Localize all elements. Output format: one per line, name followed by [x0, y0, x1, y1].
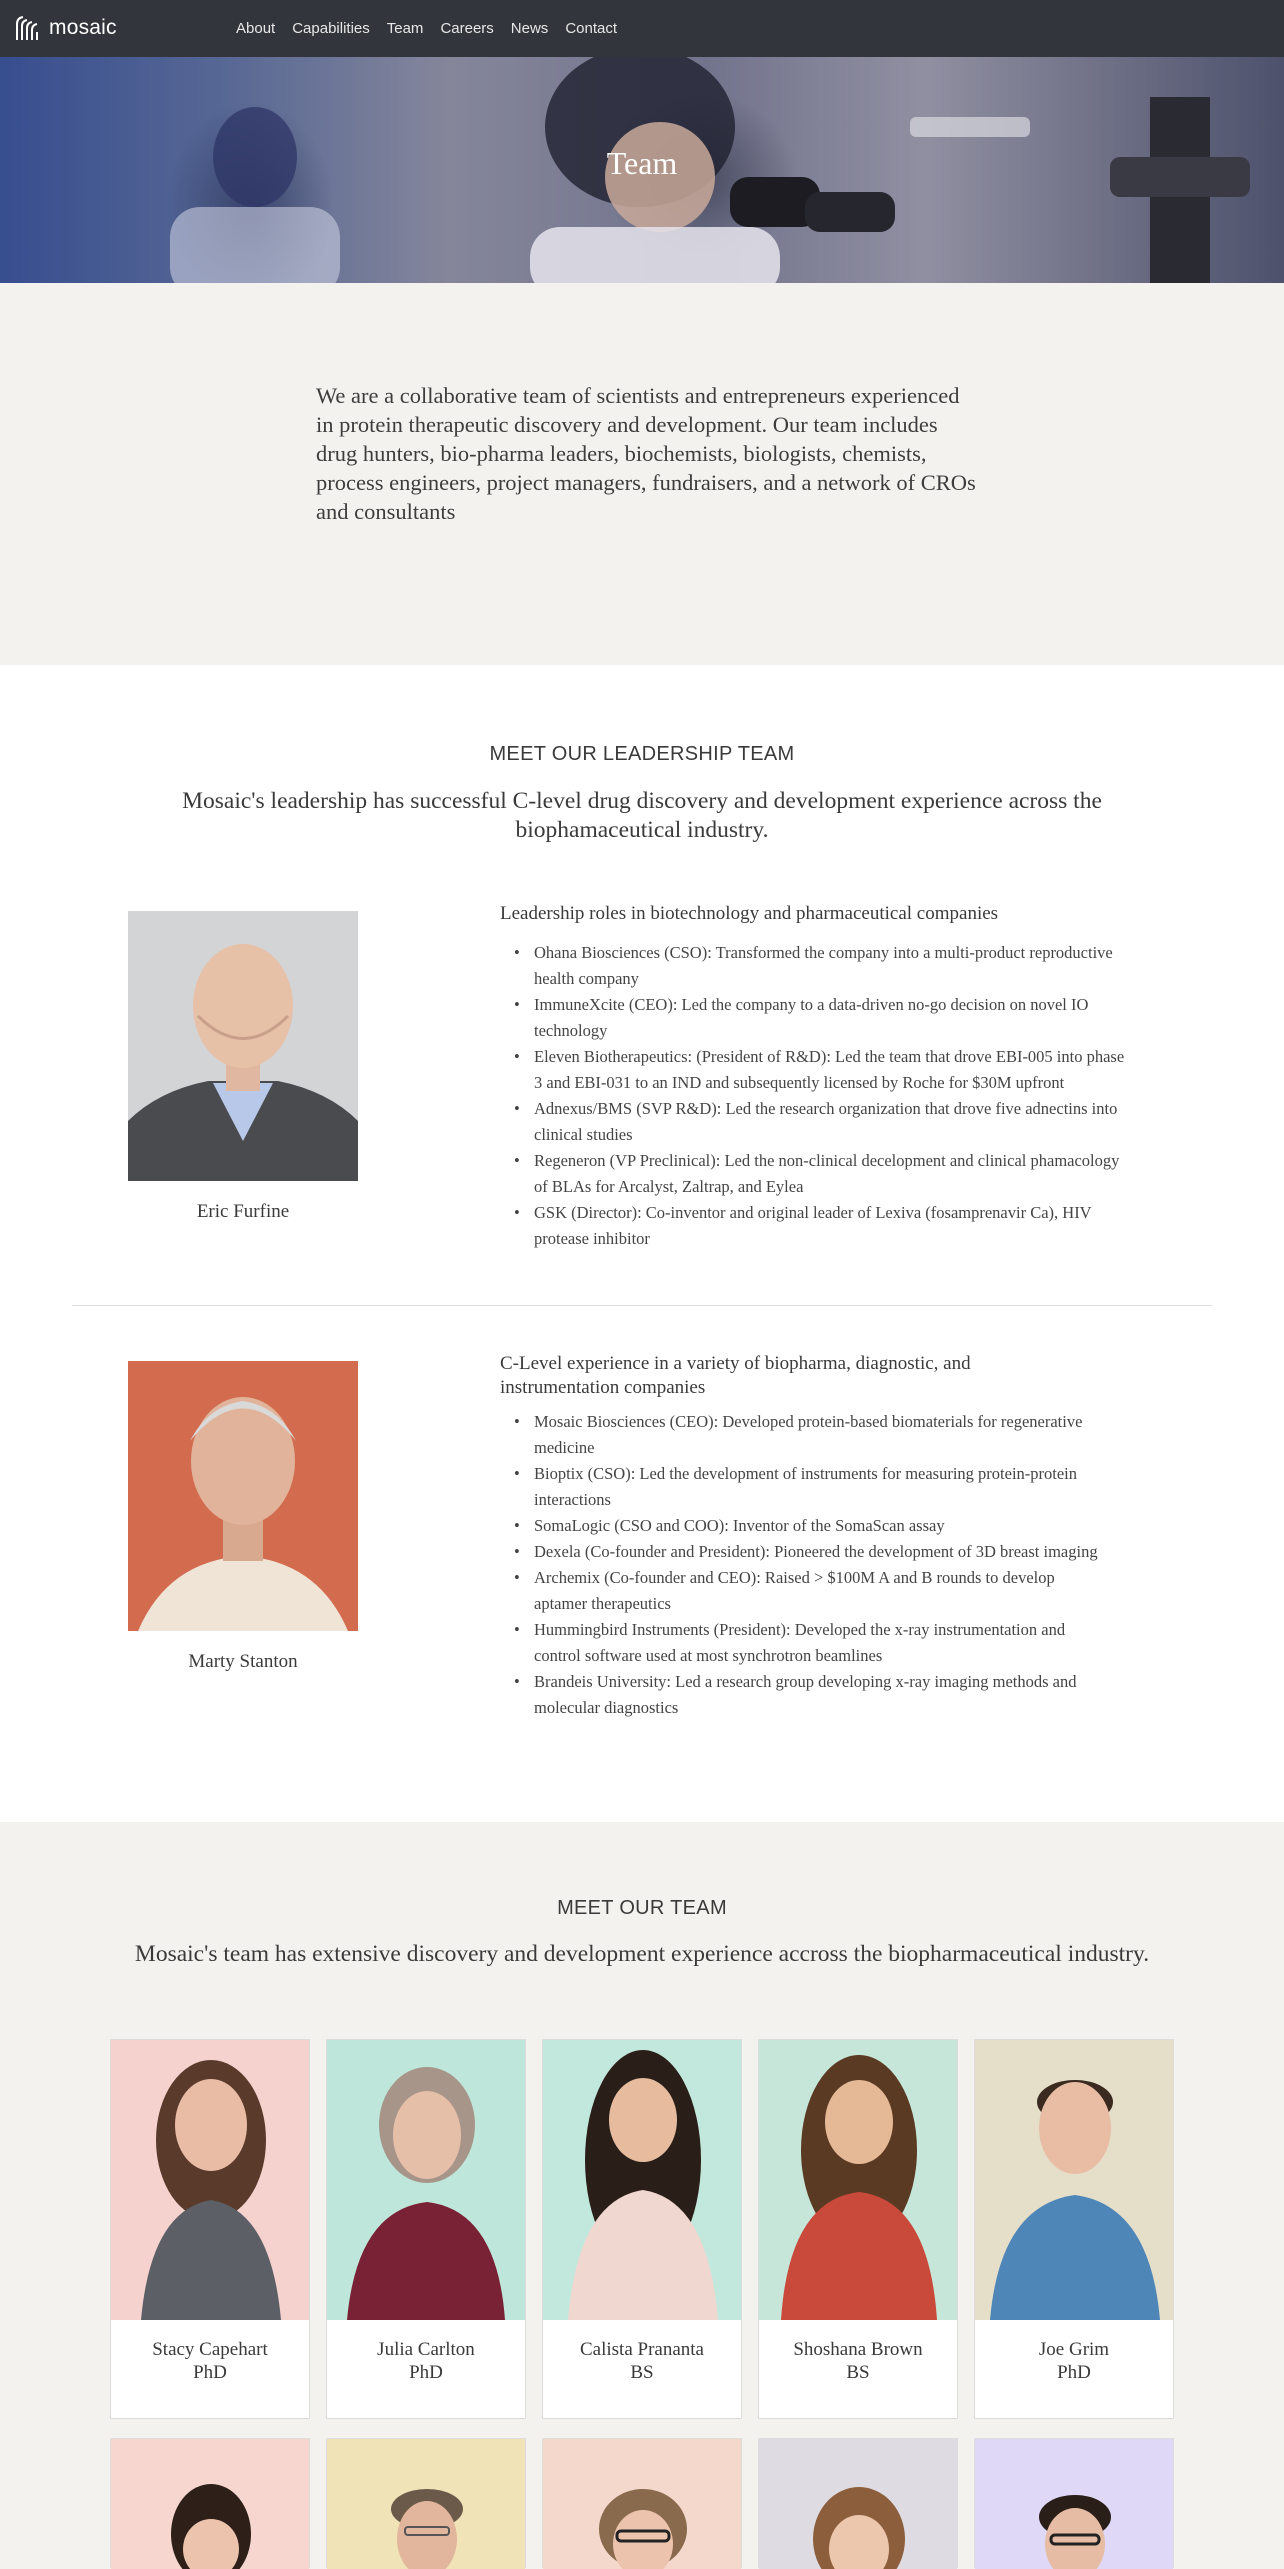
nav-link-capabilities[interactable]: Capabilities [292, 20, 370, 37]
portrait-team-member-icon [111, 2439, 309, 2569]
role-item: • GSK (Director): Co-inventor and original leader of Lexiva (fosamprenavir Ca), HIV protease inhibitor [534, 1200, 1130, 1252]
team-member-card[interactable] [542, 2039, 742, 2419]
member-name: Joe Grim [1038, 2339, 1110, 2360]
leader-heading: Leadership roles in biotechnology and pharmaceutical companies [500, 903, 999, 924]
member-degree: PhD [1057, 2362, 1091, 2383]
portrait-calista-prananta-icon [543, 2040, 741, 2320]
nav-link-team[interactable]: Team [386, 20, 424, 37]
member-name: Calista Prananta [580, 2339, 704, 2360]
mosaic-logo-icon [15, 14, 41, 42]
role-item: • Bioptix (CSO): Led the development of instruments for measuring protein-protein interactions [534, 1461, 1110, 1513]
logo-link[interactable] [15, 14, 117, 42]
member-photo [759, 2040, 957, 2320]
portrait-team-member-icon [327, 2439, 525, 2569]
member-degree: PhD [409, 2362, 443, 2383]
team-section [0, 1822, 1284, 2568]
member-photo [111, 2040, 309, 2320]
leader-heading: C-Level experience in a variety of biopharma, diagnostic, and instrumentation companies [500, 1353, 971, 1398]
portrait-team-member-icon [975, 2439, 1173, 2569]
member-name: Julia Carlton [377, 2339, 475, 2360]
portrait-team-member-icon [543, 2439, 741, 2569]
portrait-team-member-icon [759, 2439, 957, 2569]
member-degree: BS [630, 2362, 654, 2383]
leader-name: Eric Furfine [196, 1201, 290, 1222]
leadership-subtitle: Mosaic's leadership has successful C-level drug discovery and development experience across the biophamaceutical industry. [182, 788, 1102, 843]
member-name: Stacy Capehart [152, 2339, 268, 2360]
member-photo [759, 2439, 957, 2569]
intro-paragraph: We are a collaborative team of scientists and entrepreneurs experienced in protein therapeutic discovery and development. Our team includes drug hunters, bio-pharma leaders, biochemists, biologists, chemists, process engineers, project managers, fundraisers, and a network of CROs and consultants [316, 383, 976, 524]
role-item: • Adnexus/BMS (SVP R&D): Led the research organization that drove five adnectins into clinical studies [534, 1096, 1130, 1148]
team-member-card[interactable] [110, 2438, 310, 2568]
team-member-card[interactable] [974, 2438, 1174, 2568]
role-item: • ImmuneXcite (CEO): Led the company to a data-driven no-go decision on novel IO technology [534, 992, 1130, 1044]
leader-roles-list [534, 940, 1130, 1252]
team-member-card[interactable] [326, 2438, 526, 2568]
leader-name: Marty Stanton [188, 1651, 298, 1672]
member-degree: PhD [193, 2362, 227, 2383]
role-item: • Regeneron (VP Preclinical): Led the non-clinical decelopment and clinical phamacology of BLAs for Arcalyst, Zaltrap, and Eylea [534, 1148, 1130, 1200]
section-divider [72, 1305, 1212, 1306]
intro-section [0, 283, 1284, 665]
role-item: • Dexela (Co-founder and President): Pioneered the development of 3D breast imaging [534, 1539, 1110, 1565]
member-photo [543, 2439, 741, 2569]
team-subtitle: Mosaic's team has extensive discovery and development experience accross the biopharmaceutical industry. [134, 1941, 1150, 1967]
portrait-julia-carlton-icon [327, 2040, 525, 2320]
hero-banner [0, 57, 1284, 283]
team-member-card[interactable] [758, 2438, 958, 2568]
member-photo [327, 2040, 525, 2320]
member-photo [975, 2439, 1173, 2569]
nav-link-contact[interactable]: Contact [565, 20, 618, 37]
member-degree: BS [846, 2362, 870, 2383]
role-item: • Mosaic Biosciences (CEO): Developed protein-based biomaterials for regenerative medicine [534, 1409, 1110, 1461]
team-member-card[interactable] [542, 2438, 742, 2568]
role-item: • Brandeis University: Led a research group developing x-ray imaging methods and molecular diagnostics [534, 1669, 1110, 1721]
role-item: • Ohana Biosciences (CSO): Transformed the company into a multi-product reproductive health company [534, 940, 1130, 992]
portrait-eric-furfine-icon [128, 911, 358, 1181]
member-photo [327, 2439, 525, 2569]
leadership-section [0, 665, 1284, 1822]
main-menu [236, 0, 617, 57]
member-photo [111, 2439, 309, 2569]
member-photo [543, 2040, 741, 2320]
team-member-card[interactable] [326, 2039, 526, 2419]
team-member-card[interactable] [110, 2039, 310, 2419]
role-item: • Archemix (Co-founder and CEO): Raised > $100M A and B rounds to develop aptamer therapeutics [534, 1565, 1110, 1617]
portrait-shoshana-brown-icon [759, 2040, 957, 2320]
role-item: • SomaLogic (CSO and COO): Inventor of the SomaScan assay [534, 1513, 1110, 1539]
portrait-stacy-capehart-icon [111, 2040, 309, 2320]
leadership-kicker: MEET OUR LEADERSHIP TEAM [489, 743, 795, 765]
member-name: Shoshana Brown [793, 2339, 923, 2360]
role-item: • Hummingbird Instruments (President): Developed the x-ray instrumentation and control software used at most synchrotron beamlines [534, 1617, 1110, 1669]
page-title: Team [606, 145, 678, 181]
logo-text: mosaic [49, 16, 117, 39]
role-item: • Eleven Biotherapeutics: (President of R&D): Led the team that drove EBI-005 into phase 3 and EBI-031 to an IND and subsequently licensed by Roche for $30M upfront [534, 1044, 1130, 1096]
portrait-joe-grim-icon [975, 2040, 1173, 2320]
leader-photo [128, 911, 358, 1181]
leader-photo [128, 1361, 358, 1631]
nav-link-about[interactable]: About [236, 20, 276, 37]
top-navbar [0, 0, 1284, 57]
member-photo [975, 2040, 1173, 2320]
nav-link-careers[interactable]: Careers [440, 20, 494, 37]
nav-link-news[interactable]: News [510, 20, 549, 37]
leader-roles-list [534, 1409, 1110, 1721]
portrait-marty-stanton-icon [128, 1361, 358, 1631]
team-kicker: MEET OUR TEAM [557, 1897, 727, 1919]
team-member-card[interactable] [758, 2039, 958, 2419]
team-member-card[interactable] [974, 2039, 1174, 2419]
